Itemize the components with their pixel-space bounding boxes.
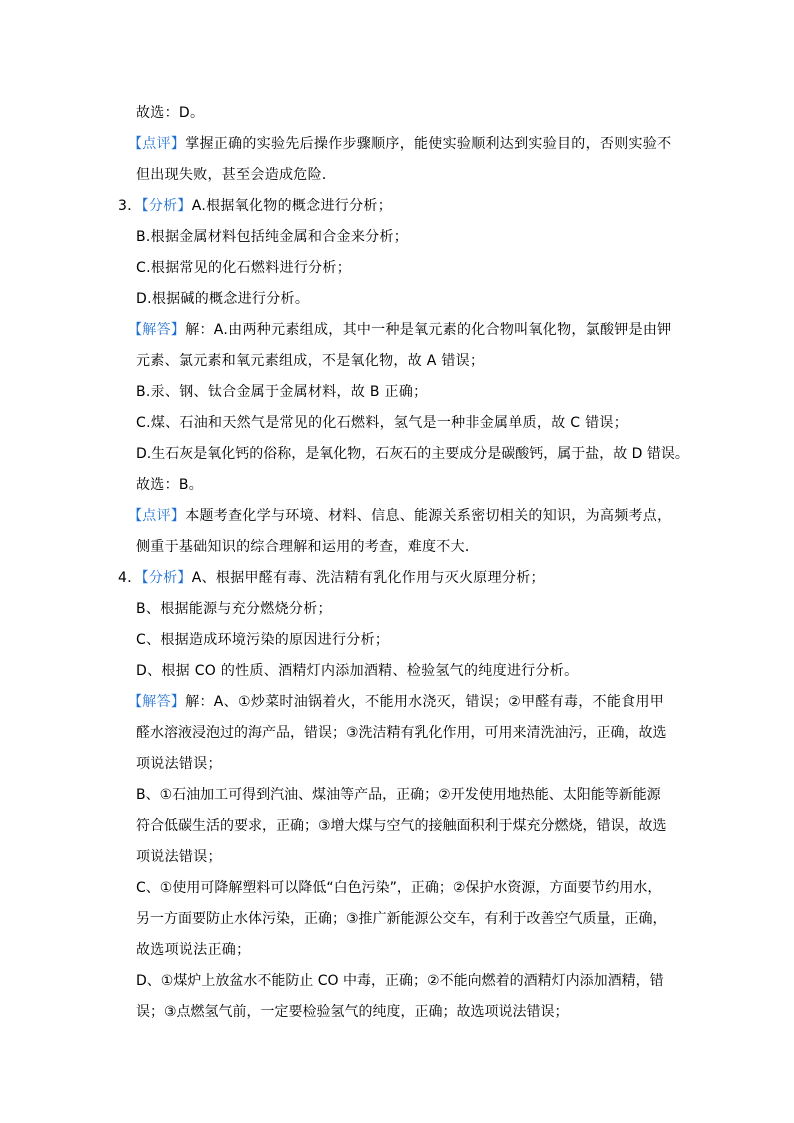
q4-solution-line-10: D、①煤炉上放盆水不能防止 CO 中毒，正确；②不能向燃着的酒精灯内添加酒精，错 [136,973,664,989]
q3-solution-line-3: B.汞、钢、钛合金属于金属材料，故 B 正确； [136,384,428,400]
q4-solution-line-1: 【解答】解：A、①炒菜时油锅着火，不能用水浇灭，错误；②甲醛有毒，不能食用甲 [128,694,665,710]
q2-answer: 故选：D。 [136,105,205,121]
q4-solution-line-4: B、①石油加工可得到汽油、煤油等产品，正确；②开发使用地热能、太阳能等新能源 [136,787,661,803]
q3-analysis-line-4: D.根据碱的概念进行分析。 [136,291,310,307]
q4-solution-line-3: 项说法错误； [136,756,222,772]
q4-analysis-line-2: B、根据能源与充分燃烧分析； [136,601,332,617]
solution-tag: 【解答】 [128,694,186,710]
question-number: 3． [118,198,142,214]
q3-comment-line-1: 【点评】本题考查化学与环境、材料、信息、能源关系密切相关的知识，为高频考点， [128,508,672,524]
q3-solution-line-4: C.煤、石油和天然气是常见的化石燃料，氢气是一种非金属单质，故 C 错误； [136,415,628,431]
q4-analysis-line-1: 4．【分析】A、根据甲醛有毒、洗洁精有乳化作用与灭火原理分析； [118,570,545,586]
q4-analysis-line-4: D、根据 CO 的性质、酒精灯内添加酒精、检验氢气的纯度进行分析。 [136,663,579,679]
q3-answer: 故选：B。 [136,477,204,493]
analysis-tag: 【分析】 [141,198,192,214]
solution-tag: 【解答】 [128,322,186,338]
q2-comment-line-2: 但出现失败，甚至会造成危险． [136,167,337,183]
q4-solution-line-11: 误；③点燃氢气前，一定要检验氢气的纯度，正确；故选项说法错误； [136,1004,569,1020]
q3-solution-line-5: D.生石灰是氧化钙的俗称，是氧化物，石灰石的主要成分是碳酸钙，属于盐，故 D 错误。 [136,446,689,462]
comment-tag: 【点评】 [128,508,186,524]
analysis-tag: 【分析】 [141,570,192,586]
q4-solution-line-9: 故选项说法正确； [136,942,251,958]
q4-solution-line-6: 项说法错误； [136,849,222,865]
q4-solution-line-2: 醛水溶液浸泡过的海产品，错误；③洗洁精有乳化作用，可用来清洗油污，正确，故选 [136,725,667,741]
q2-comment-line-1: 【点评】掌握正确的实验先后操作步骤顺序，能使实验顺利达到实验目的，否则实验不 [128,136,672,152]
q3-analysis-line-1: 3．【分析】A.根据氧化物的概念进行分析； [118,198,392,214]
q3-solution-line-2: 元素、氯元素和氧元素组成，不是氧化物，故 A 错误； [136,353,485,369]
q3-analysis-line-2: B.根据金属材料包括纯金属和合金来分析； [136,229,409,245]
q4-solution-line-8: 另一方面要防止水体污染，正确；③推广新能源公交车，有利于改善空气质量，正确， [136,911,667,927]
q4-solution-line-5: 符合低碳生活的要求，正确；③增大煤与空气的接触面积利于煤充分燃烧，错误，故选 [136,818,667,834]
comment-tag: 【点评】 [128,136,186,152]
q3-solution-line-1: 【解答】解：A.由两种元素组成，其中一种是氧元素的化合物叫氧化物，氯酸钾是由钾 [128,322,672,338]
q3-comment-line-2: 侧重于基础知识的综合理解和运用的考查，难度不大． [136,539,480,555]
question-number: 4． [118,570,142,586]
q4-solution-line-7: C、①使用可降解塑料可以降低“白色污染”，正确；②保护水资源，方面要节约用水， [136,880,662,896]
q4-analysis-line-3: C、根据造成环境污染的原因进行分析； [136,632,390,648]
q3-analysis-line-3: C.根据常见的化石燃料进行分析； [136,260,352,276]
